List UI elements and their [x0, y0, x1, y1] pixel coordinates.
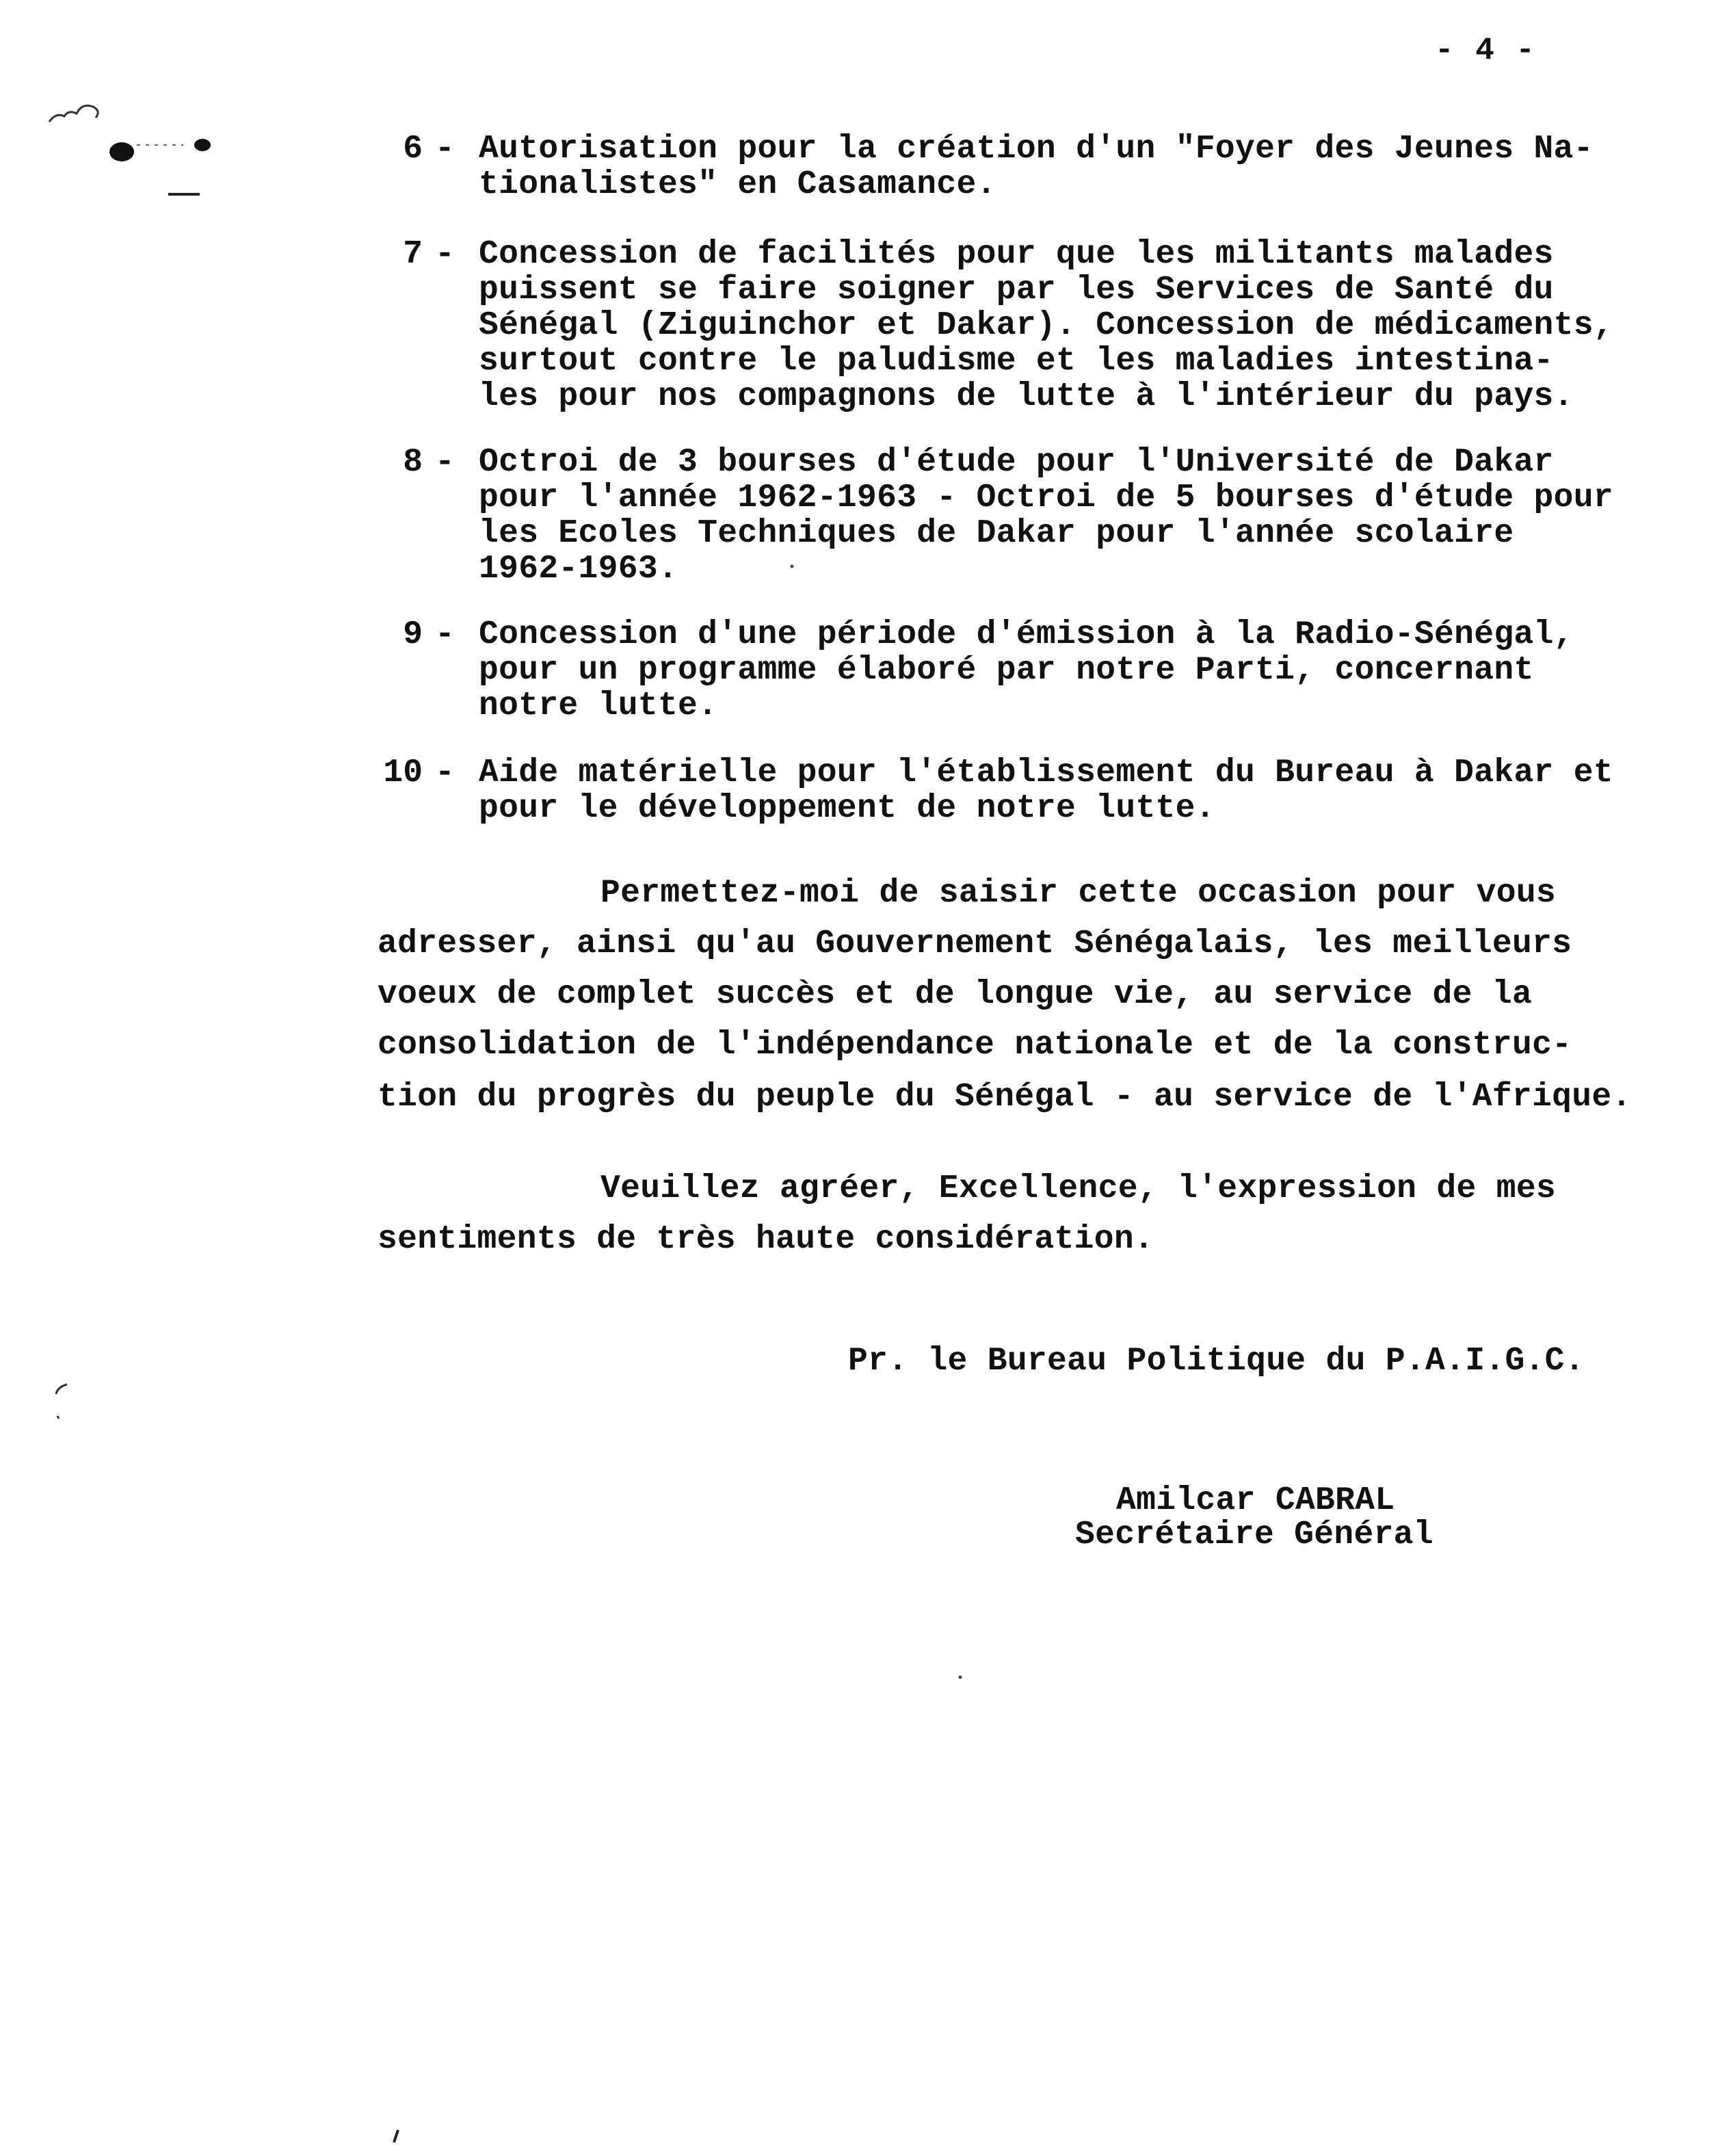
item-text-line: surtout contre le paludisme et les maladies intestina-	[479, 343, 1554, 380]
item-text-line: Octroi de 3 bourses d'étude pour l'Université de Dakar	[479, 444, 1554, 481]
item-text-line: puissent se faire soigner par les Services de Santé du	[479, 272, 1554, 308]
item-text-line: Aide matérielle pour l'établissement du Bureau à Dakar et	[479, 754, 1613, 791]
item-text-line: notre lutte.	[479, 687, 718, 724]
item-dash: -	[435, 236, 455, 273]
signatory-name: Amilcar CABRAL	[1116, 1482, 1395, 1519]
item-number: 10	[383, 754, 423, 791]
item-text-line: pour un programme élaboré par notre Parti, concernant	[479, 652, 1534, 689]
paragraph-line: adresser, ainsi qu'au Gouvernement Sénégalais, les meilleurs	[378, 925, 1572, 962]
item-text-line: Concession de facilités pour que les militants malades	[479, 236, 1554, 273]
item-dash: -	[435, 754, 455, 791]
paragraph-line: tion du progrès du peuple du Sénégal - au service de l'Afrique.	[378, 1079, 1632, 1116]
item-text-line: les Ecoles Techniques de Dakar pour l'année scolaire	[479, 515, 1514, 552]
item-text-line: Concession d'une période d'émission à la Radio-Sénégal,	[479, 616, 1574, 653]
item-number: 9	[403, 616, 423, 653]
salutation-line: sentiments de très haute considération.	[378, 1221, 1154, 1258]
item-dash: -	[435, 444, 455, 481]
paragraph-line: Permettez-moi de saisir cette occasion pour vous	[600, 875, 1557, 912]
item-text-line: Autorisation pour la création d'un "Foyer des Jeunes Na-	[479, 131, 1594, 168]
item-dash: -	[435, 131, 455, 168]
item-text-line: les pour nos compagnons de lutte à l'intérieur du pays.	[479, 378, 1574, 415]
item-text-line: pour l'année 1962-1963 - Octroi de 5 bourses d'étude pour	[479, 479, 1613, 516]
page-number: - 4 -	[1435, 33, 1537, 68]
item-number: 7	[403, 236, 423, 273]
signatory-title: Secrétaire Général	[1075, 1516, 1433, 1553]
item-number: 8	[403, 444, 423, 481]
item-number: 6	[403, 131, 423, 168]
item-text-line: 1962-1963.	[479, 551, 678, 588]
item-text-line: tionalistes" en Casamance.	[479, 166, 996, 203]
paragraph-line: voeux de complet succès et de longue vie, au service de la	[378, 976, 1533, 1013]
item-dash: -	[435, 616, 455, 653]
item-text-line: pour le développement de notre lutte.	[479, 790, 1215, 827]
item-text-line: Sénégal (Ziguinchor et Dakar). Concession de médicaments,	[479, 307, 1613, 344]
salutation-line: Veuillez agréer, Excellence, l'expression de mes	[600, 1170, 1557, 1207]
paragraph-line: consolidation de l'indépendance nationale et de la construc-	[378, 1027, 1572, 1064]
on-behalf-of: Pr. le Bureau Politique du P.A.I.G.C.	[848, 1343, 1585, 1380]
